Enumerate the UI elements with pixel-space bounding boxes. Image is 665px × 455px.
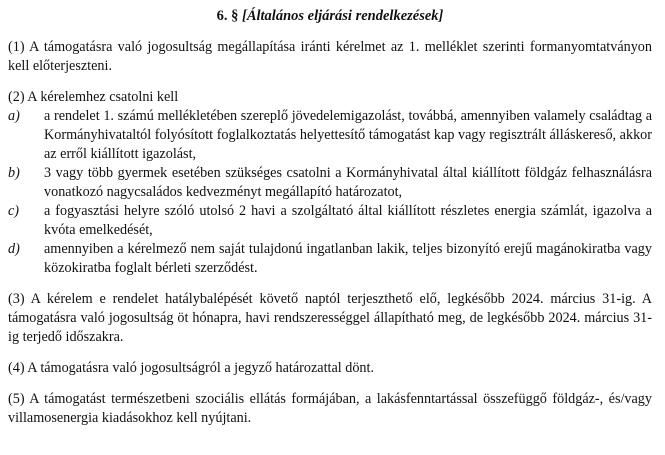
- paragraph-2-list: [8, 107, 652, 278]
- list-item-letter: c): [8, 203, 20, 219]
- list-item-text: a rendelet 1. számú mellékletében szereplő jövedelemigazolást, továbbá, amennyiben valamely családtag a Kormányhivataltól folyósított foglalkoztatás helyettesítő támogatást kap vagy regisztrált álláskereső, akkor az erről kiállított igazolást,: [44, 108, 652, 162]
- paragraph-3: (3) A kérelem e rendelet hatálybalépését követő naptól terjeszthető elő, legkésőbb 2024. március 31-ig. A támogatásra való jogosultság öt hónapra, havi rendszerességgel állapítható meg, de legkésőbb 2024. március 31-ig terjedő időszakra.: [8, 291, 652, 345]
- list-item-d: [8, 240, 652, 278]
- list-item-letter: a): [8, 108, 20, 124]
- list-item-text: a fogyasztási helyre szóló utolsó 2 havi a szolgáltató által kiállított részletes energia számlát, igazolva a kvóta emelkedését,: [44, 203, 652, 238]
- list-item-b: [8, 164, 652, 202]
- section-title: [Általános eljárási rendelkezések]: [241, 8, 444, 24]
- list-item-letter: b): [8, 165, 20, 181]
- paragraph-4: (4) A támogatásra való jogosultságról a jegyző határozattal dönt.: [8, 360, 375, 376]
- list-item-text: amennyiben a kérelmező nem saját tulajdonú ingatlanban lakik, teljes bizonyító erejű magánokiratba vagy közokiratba foglalt bérleti szerződést.: [44, 241, 652, 276]
- list-item-letter: d): [8, 241, 20, 257]
- list-item-text: 3 vagy több gyermek esetében szükséges csatolni a Kormányhivatal által kiállított földgáz felhasználásra vonatkozó nagycsaládos kedvezményt megállapító határozatot,: [44, 165, 652, 200]
- document-page: [8, 6, 652, 440]
- section-number: 6. §: [216, 8, 239, 24]
- list-item-a: [8, 107, 652, 164]
- paragraph-1: (1) A támogatásra való jogosultság megállapítása iránti kérelmet az 1. melléklet szerinti formanyomtatványon kell előterjeszteni.: [8, 39, 652, 74]
- section-heading: [8, 6, 652, 26]
- list-item-c: [8, 202, 652, 240]
- paragraph-5: (5) A támogatást természetbeni szociális ellátás formájában, a lakásfenntartással összefüggő földgáz-, és/vagy villamosenergia kiadásokhoz kell nyújtani.: [8, 391, 652, 426]
- paragraph-2-intro: (2) A kérelemhez csatolni kell: [8, 89, 179, 105]
